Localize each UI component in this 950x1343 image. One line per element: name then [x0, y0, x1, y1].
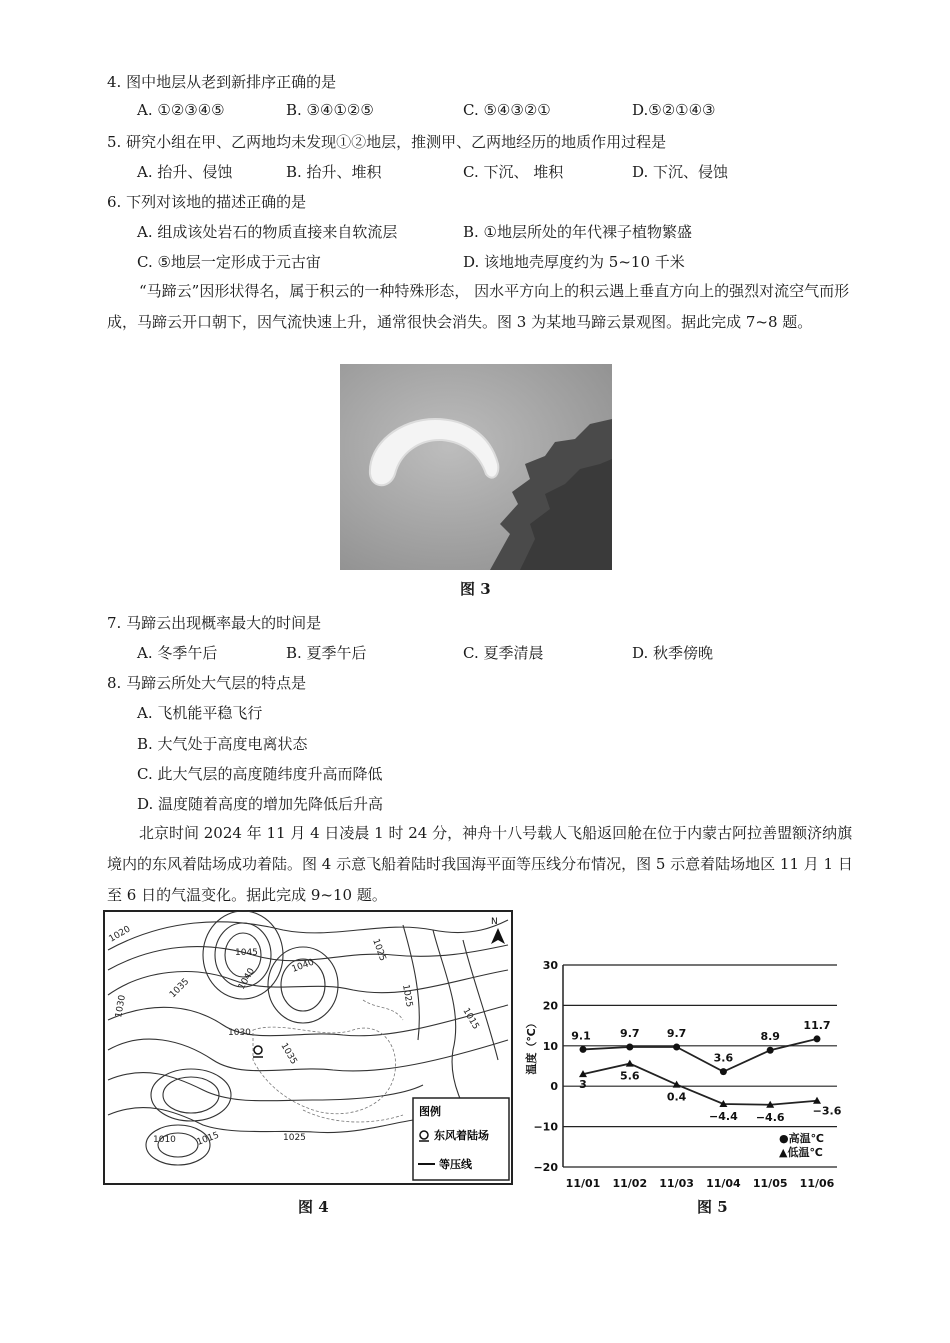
q8-option-b: B. 大气处于高度电离状态	[137, 735, 308, 753]
isobar-label: 1010	[153, 1135, 176, 1145]
q8-option-c: C. 此大气层的高度随纬度升高而降低	[137, 765, 383, 783]
figure-4-caption: 图 4	[298, 1198, 329, 1216]
q4-option-a: A. ①②③④⑤	[137, 101, 225, 119]
q6-option-b: B. ①地层所处的年代裸子植物繁盛	[463, 223, 693, 241]
y-tick-label: 30	[542, 959, 558, 972]
q4-option-d: D.⑤②①④③	[632, 101, 716, 119]
q4-option-b: B. ③④①②⑤	[286, 101, 374, 119]
q5-option-d: D. 下沉、侵蚀	[632, 163, 729, 181]
data-label: 0.4	[666, 1090, 687, 1104]
q6-option-c: C. ⑤地层一定形成于元古宙	[137, 253, 321, 271]
data-label: 11.7	[803, 1018, 831, 1032]
q7-option-c: C. 夏季清晨	[463, 644, 544, 662]
y-tick-label: 10	[542, 1039, 558, 1053]
x-tick-label: 11/02	[612, 1177, 648, 1190]
legend-isobar-label: 等压线	[439, 1158, 472, 1171]
data-label: 3.6	[713, 1051, 734, 1065]
q8-option-a: A. 飞机能平稳飞行	[137, 704, 263, 722]
data-label: 8.9	[760, 1030, 780, 1044]
q7-stem: 7. 马蹄云出现概率最大的时间是	[107, 614, 322, 632]
y-tick-label: −20	[533, 1161, 558, 1174]
x-tick-label: 11/05	[752, 1177, 788, 1190]
legend-entry: ▲低温℃	[779, 1146, 823, 1159]
figure-5-caption: 图 5	[697, 1198, 728, 1216]
q5-option-c: C. 下沉、 堆积	[463, 163, 564, 181]
isobar-label: 1030	[114, 994, 128, 1019]
data-label: −3.6	[812, 1104, 842, 1118]
isobar-label: 1025	[283, 1133, 306, 1143]
isobar-label: 1030	[228, 1028, 251, 1038]
isobar-label: 1025	[400, 983, 414, 1009]
isobar-label: 1040	[236, 966, 258, 992]
low-temp-point	[626, 1060, 634, 1067]
horseshoe-cloud-photo	[340, 364, 612, 570]
svg-text:N: N	[491, 917, 498, 927]
high-temp-point	[626, 1044, 633, 1051]
y-axis-label: 温度（℃）	[525, 1017, 538, 1075]
q5-option-a: A. 抬升、侵蚀	[137, 163, 233, 181]
data-label: −4.4	[709, 1109, 738, 1123]
isobar-label: 1035	[168, 976, 192, 1001]
x-tick-label: 11/03	[659, 1177, 694, 1190]
data-label: 9.7	[620, 1027, 640, 1041]
legend-site-label: 东风着陆场	[434, 1129, 489, 1142]
series-line-low	[583, 1064, 817, 1105]
data-label: −4.6	[755, 1110, 785, 1124]
isobar-label: 1015	[195, 1130, 221, 1148]
isobar-label: 1035	[278, 1041, 299, 1067]
isobar-label: 1045	[235, 948, 258, 958]
temperature-chart	[525, 955, 845, 1193]
q6-option-d: D. 该地地壳厚度约为 5~10 千米	[463, 253, 685, 271]
q5-stem: 5. 研究小组在甲、乙两地均未发现①②地层，推测甲、乙两地经历的地质作用过程是	[107, 133, 667, 151]
passage-horseshoe-cloud: “马蹄云”因形状得名，属于积云的一种特殊形态， 因水平方向上的积云遇上垂直方向上的强烈对流空气而形成，马蹄云开口朝下，因气流快速上升，通常很快会消失。图 3 为某地马蹄云景观图。据此完成 7~8 题。	[107, 282, 850, 331]
q8-option-d: D. 温度随着高度的增加先降低后升高	[137, 795, 384, 813]
x-tick-label: 11/06	[799, 1177, 835, 1190]
high-temp-point	[673, 1044, 680, 1051]
figure-3-caption: 图 3	[460, 580, 491, 598]
high-temp-point	[720, 1068, 727, 1075]
high-temp-point	[580, 1046, 587, 1053]
y-tick-label: 0	[550, 1080, 558, 1094]
data-label: 5.6	[620, 1069, 640, 1083]
high-temp-point	[767, 1047, 774, 1054]
data-label: 9.7	[666, 1027, 687, 1041]
data-label: 3	[579, 1078, 587, 1092]
high-temp-point	[814, 1035, 821, 1042]
q6-option-a: A. 组成该处岩石的物质直接来自软流层	[137, 223, 398, 241]
q7-option-a: A. 冬季午后	[137, 644, 218, 662]
isobar-label: 1025	[370, 937, 388, 963]
x-tick-label: 11/01	[565, 1177, 601, 1190]
map-legend	[413, 1098, 509, 1180]
q7-option-d: D. 秋季傍晚	[632, 644, 714, 662]
q4-stem: 4. 图中地层从老到新排序正确的是	[107, 73, 337, 91]
isobar-label: 1040	[290, 957, 316, 975]
y-tick-label: −10	[533, 1120, 558, 1134]
legend-entry: ●高温℃	[779, 1132, 824, 1145]
isobar-label: 1015	[460, 1006, 481, 1032]
q4-option-c: C. ⑤④③②①	[463, 101, 551, 119]
isobar-label: 1020	[107, 924, 133, 945]
q5-option-b: B. 抬升、堆积	[286, 163, 382, 181]
passage-shenzhou-landing: 北京时间 2024 年 11 月 4 日凌晨 1 时 24 分，神舟十八号载人飞船返回舱在位于内蒙古阿拉善盟额济纳旗境内的东风着陆场成功着陆。图 4 示意飞船着陆时我国海平面等压线分布情况，图 5 示意着陆场地区 11 月 1 日至 6 日的气温变化。据此完成 9~10 题。	[107, 824, 853, 904]
legend-title: 图例	[419, 1105, 441, 1118]
isobar-map	[103, 910, 513, 1185]
y-tick-label: 20	[542, 999, 558, 1013]
x-tick-label: 11/04	[706, 1177, 741, 1190]
q6-stem: 6. 下列对该地的描述正确的是	[107, 193, 307, 211]
q8-stem: 8. 马蹄云所处大气层的特点是	[107, 674, 307, 692]
data-label: 9.1	[571, 1029, 591, 1043]
q7-option-b: B. 夏季午后	[286, 644, 367, 662]
